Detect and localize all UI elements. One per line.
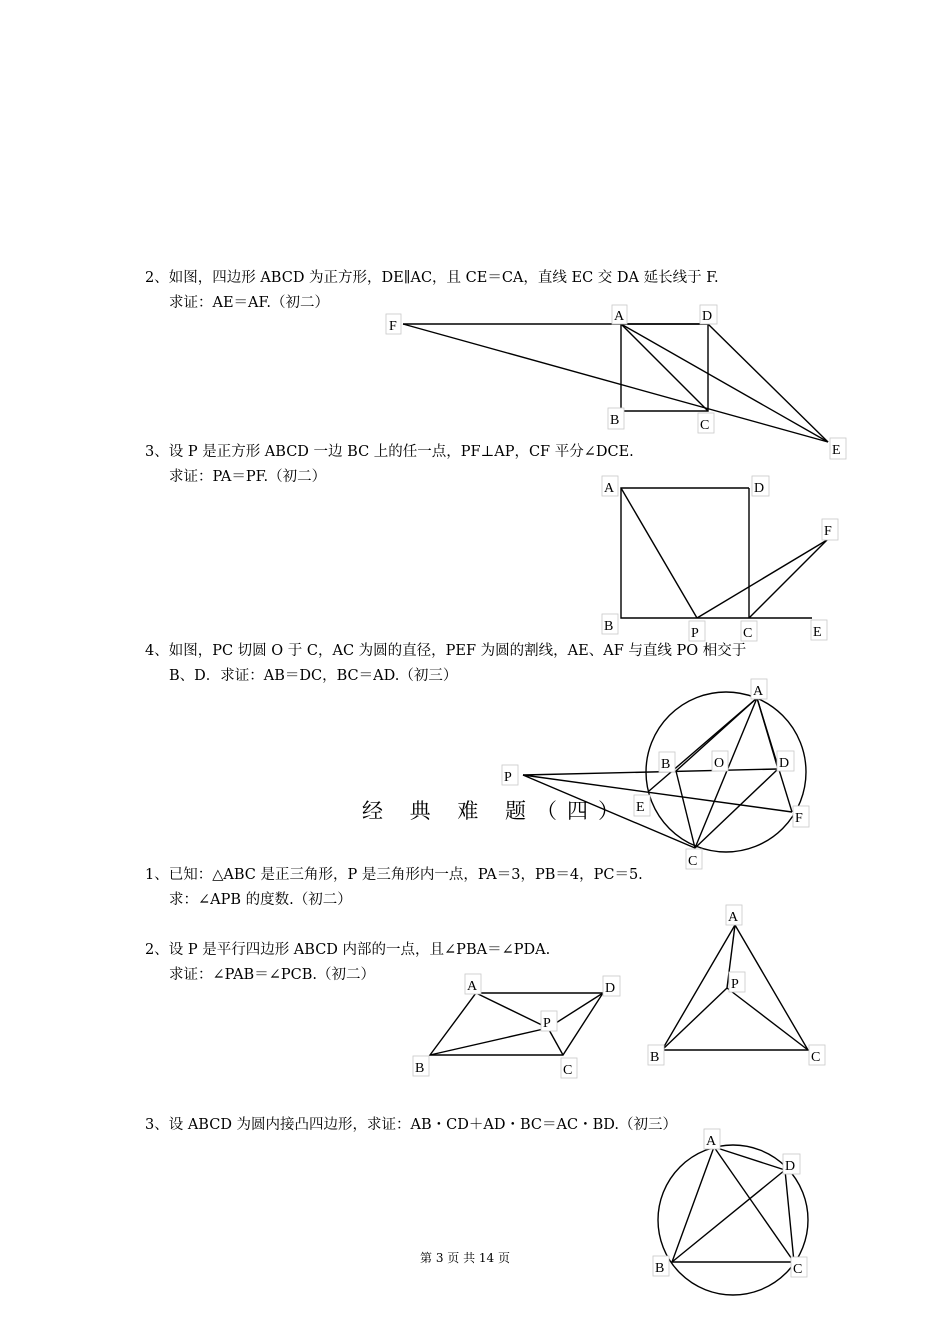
problem-3-proof-goal: 求证：PA＝PF.（初二）	[169, 469, 327, 485]
fig6-label-C	[791, 1257, 807, 1277]
fig2-label-P	[689, 621, 705, 641]
svg-text:C: C	[688, 854, 698, 869]
fig6-label-A	[704, 1129, 720, 1149]
figure-parallelogram	[413, 974, 620, 1078]
fig2-label-F	[822, 519, 838, 540]
svg-text:P: P	[504, 770, 512, 785]
fig1-label-F	[386, 314, 401, 334]
problem-3-statement: 3、设 P 是正方形 ABCD 一边 BC 上的任一点，PF⊥AP，CF 平分∠DCE.	[145, 444, 634, 460]
svg-text:D: D	[785, 1159, 796, 1174]
svg-text:A: A	[728, 910, 739, 925]
svg-text:E: E	[813, 625, 822, 640]
svg-text:O: O	[714, 756, 725, 771]
fig3-label-E	[634, 795, 650, 816]
svg-text:D: D	[702, 309, 713, 324]
fig5-label-P	[729, 972, 745, 992]
svg-text:F: F	[795, 811, 803, 826]
figure-equilateral-triangle	[648, 905, 825, 1065]
problem-2-statement: 2、如图，四边形 ABCD 为正方形，DE∥AC，且 CE＝CA，直线 EC 交 DA 延长线于 F.	[145, 270, 719, 286]
svg-text:P: P	[543, 1016, 551, 1031]
svg-text:F: F	[389, 319, 397, 334]
question-2-statement: 2、设 P 是平行四边形 ABCD 内部的一点，且∠PBA＝∠PDA.	[145, 942, 551, 958]
fig6-label-D	[783, 1154, 800, 1174]
question-1-goal: 求：∠APB 的度数.（初二）	[169, 892, 352, 908]
svg-text:B: B	[655, 1261, 665, 1276]
fig2-label-A	[602, 476, 618, 496]
svg-text:D: D	[754, 481, 765, 496]
question-2-goal: 求证：∠PAB＝∠PCB.（初二）	[169, 967, 375, 983]
fig2-label-D	[752, 476, 769, 496]
svg-text:F: F	[824, 524, 832, 539]
svg-text:C: C	[811, 1050, 821, 1065]
fig6-label-B	[653, 1256, 669, 1276]
svg-text:A: A	[467, 979, 478, 994]
section-title: 经 典 难 题（四）	[362, 799, 630, 823]
page-footer: 第 3 页 共 14 页	[420, 1251, 510, 1265]
fig4-label-B	[413, 1056, 429, 1076]
figure-circle-tangent-secant	[502, 679, 809, 869]
problem-4-proof-goal: B、D．求证：AB＝DC，BC＝AD.（初三）	[169, 668, 458, 684]
fig3-label-F	[793, 806, 809, 827]
svg-text:A: A	[614, 309, 625, 324]
svg-text:B: B	[661, 757, 671, 772]
problem-2-proof-goal: 求证：AE＝AF.（初二）	[169, 295, 329, 311]
fig3-label-D	[777, 751, 794, 771]
svg-text:D: D	[605, 981, 616, 996]
figure-square-pf-perpendicular	[602, 476, 838, 641]
fig1-label-D	[700, 305, 717, 324]
question-3-statement: 3、设 ABCD 为圆内接凸四边形，求证：AB・CD＋AD・BC＝AC・BD.（初三）	[145, 1117, 677, 1133]
fig4-label-A	[465, 974, 481, 994]
svg-text:P: P	[691, 626, 699, 641]
fig1-label-E	[830, 438, 846, 459]
fig4-label-D	[603, 976, 620, 996]
fig5-label-A	[726, 905, 742, 925]
svg-text:C: C	[743, 626, 753, 641]
svg-text:C: C	[793, 1262, 803, 1277]
svg-text:B: B	[650, 1050, 660, 1065]
svg-text:P: P	[731, 977, 739, 992]
fig2-label-C	[741, 621, 757, 641]
svg-text:E: E	[636, 800, 645, 815]
fig1-label-A	[612, 305, 627, 324]
fig2-label-E	[811, 620, 827, 640]
figure-cyclic-quadrilateral	[653, 1129, 808, 1295]
fig3-label-B	[659, 752, 675, 772]
svg-text:B: B	[610, 413, 620, 428]
fig3-label-A	[751, 679, 767, 699]
fig3-label-C	[686, 849, 702, 869]
svg-text:B: B	[415, 1061, 425, 1076]
fig2-label-B	[602, 614, 618, 634]
fig4-label-C	[561, 1058, 577, 1078]
fig5-label-C	[809, 1045, 825, 1065]
svg-text:B: B	[604, 619, 614, 634]
fig1-label-B	[608, 408, 624, 429]
fig5-label-B	[648, 1045, 664, 1065]
svg-text:C: C	[563, 1063, 573, 1078]
fig1-label-C	[698, 413, 714, 433]
question-1-statement: 1、已知：△ABC 是正三角形，P 是三角形内一点，PA＝3，PB＝4，PC＝5.	[145, 867, 643, 883]
figure-square-de-parallel-ac	[386, 305, 846, 459]
fig3-label-P	[502, 765, 518, 785]
svg-text:A: A	[753, 684, 764, 699]
problem-4-statement: 4、如图，PC 切圆 O 于 C，AC 为圆的直径，PEF 为圆的割线，AE、AF 与直线 PO 相交于	[145, 643, 747, 659]
svg-text:A: A	[604, 481, 615, 496]
fig3-label-O	[712, 751, 728, 771]
svg-text:E: E	[832, 443, 841, 458]
svg-text:A: A	[706, 1134, 717, 1149]
svg-text:D: D	[779, 756, 790, 771]
fig4-label-P	[541, 1011, 557, 1031]
svg-text:C: C	[700, 418, 710, 433]
